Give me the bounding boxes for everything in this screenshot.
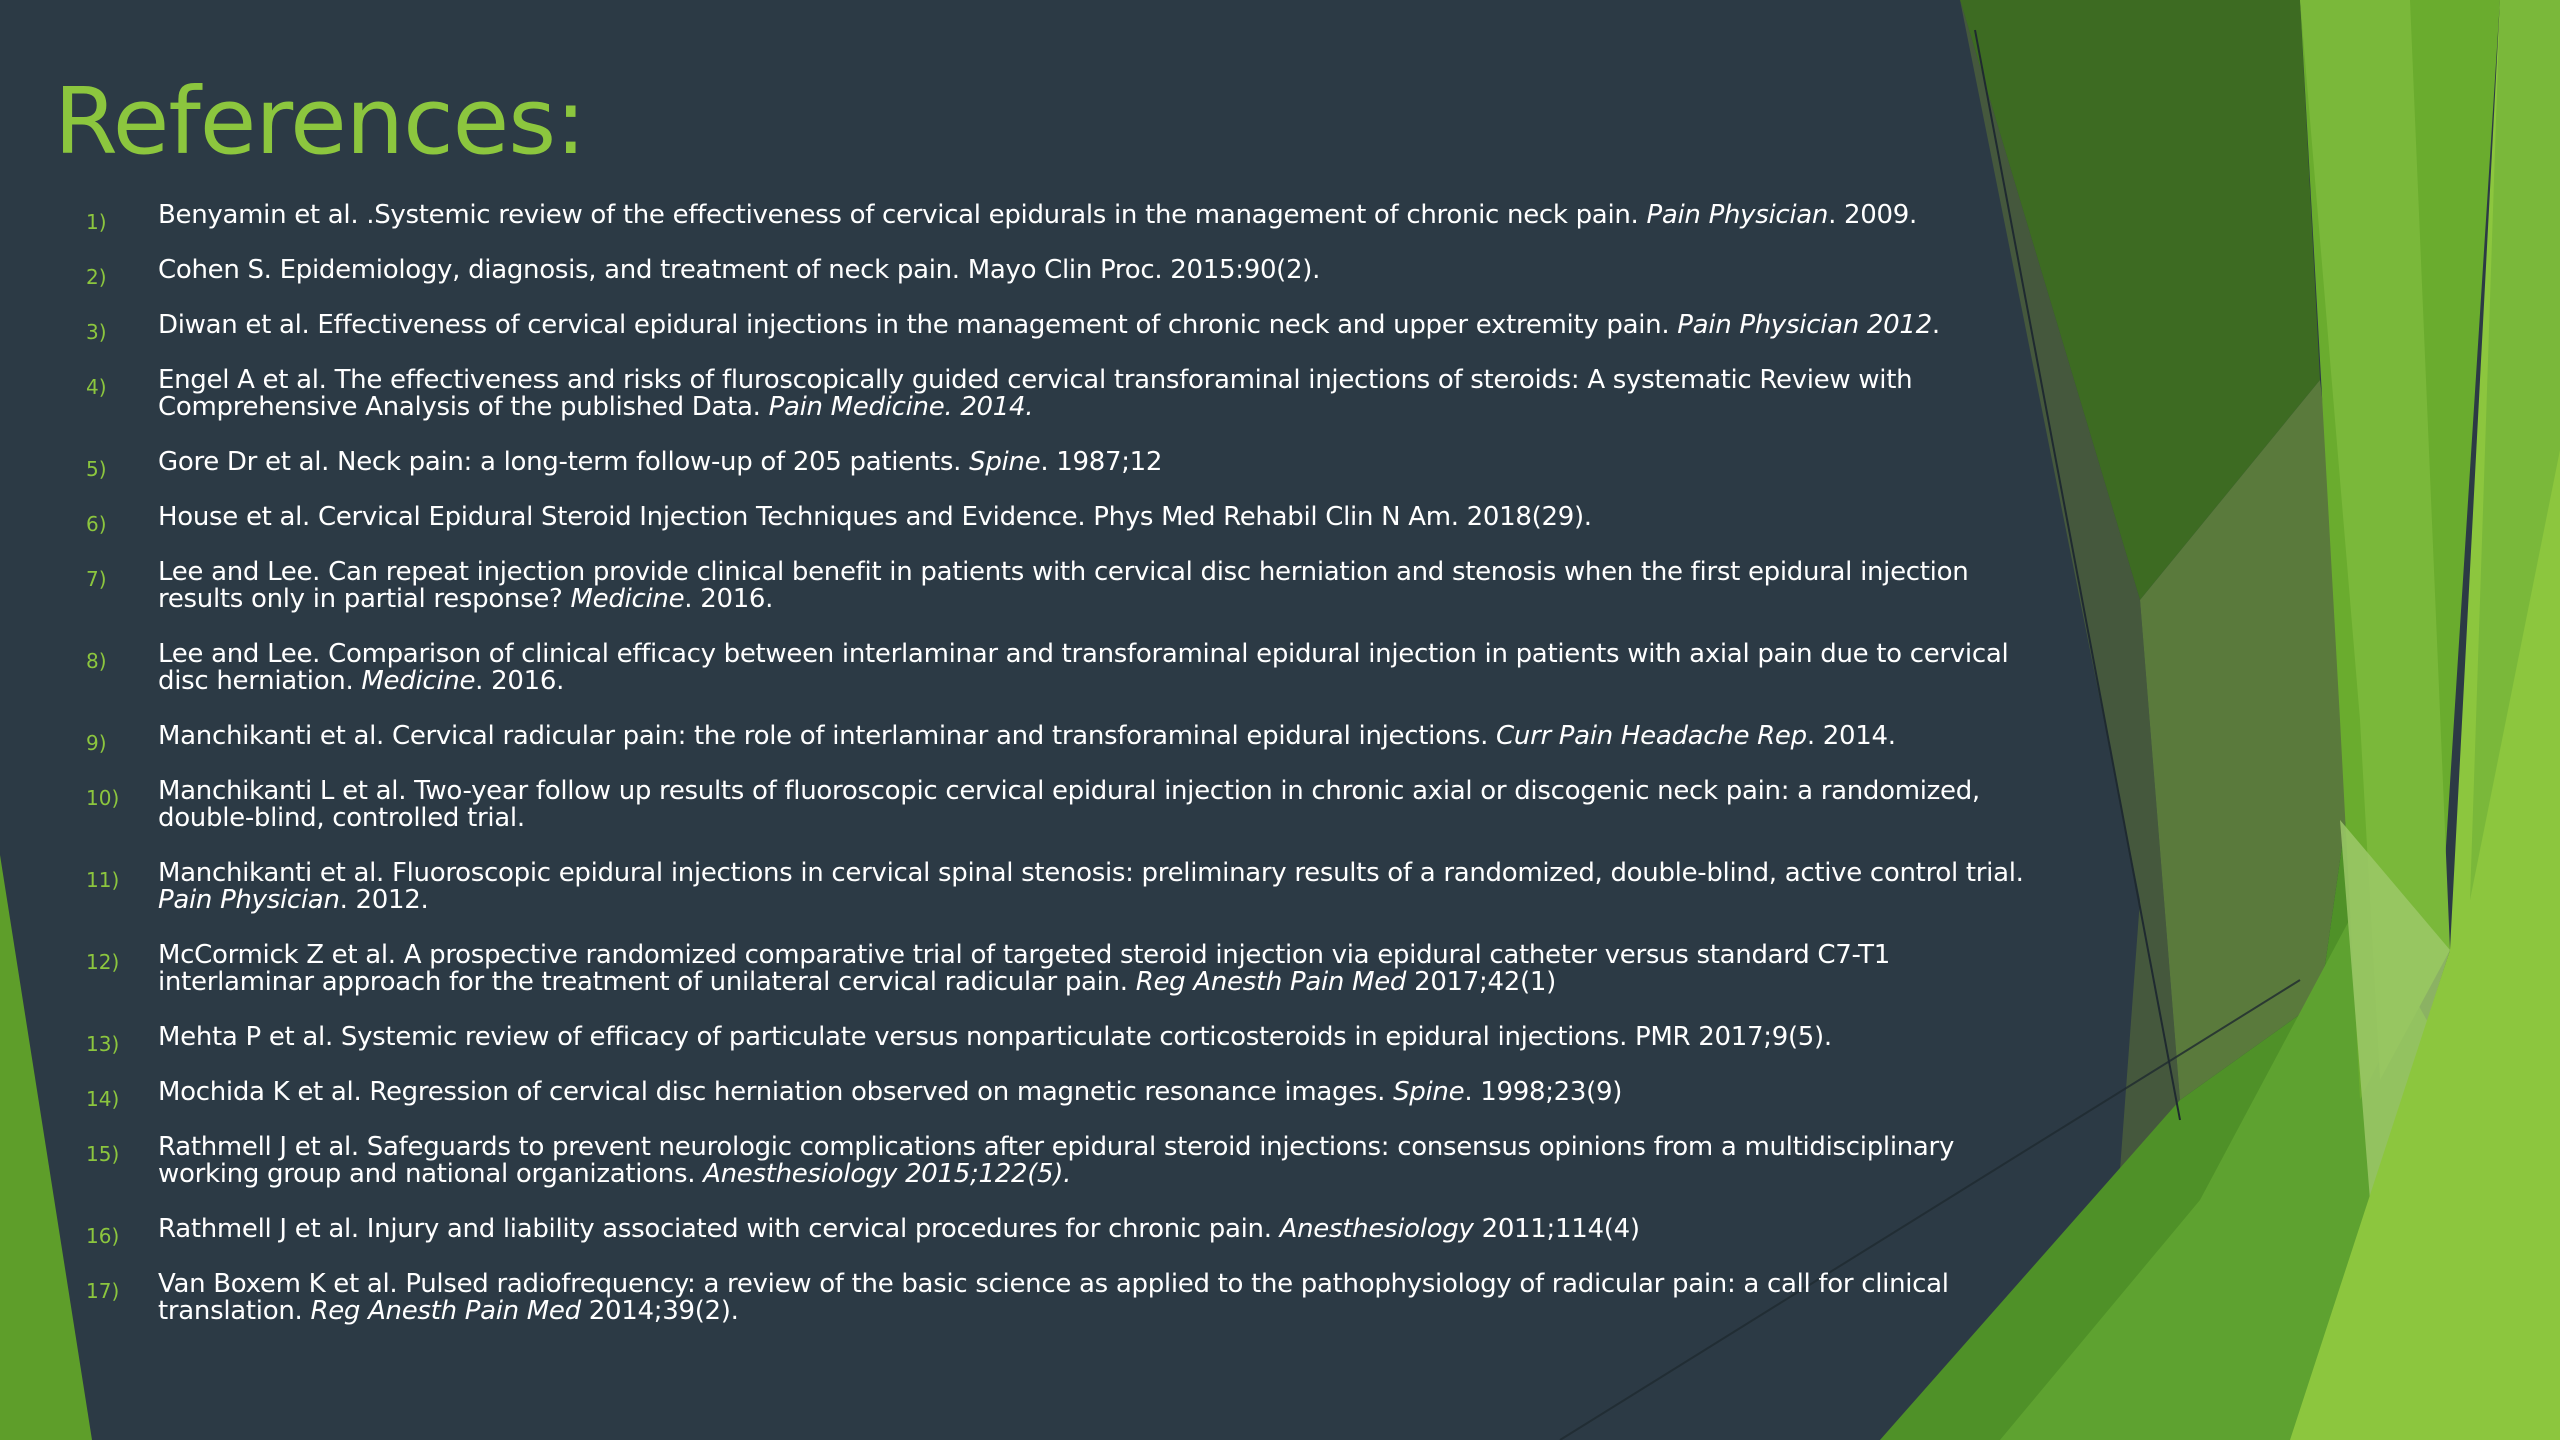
reference-text (158, 367, 2158, 421)
reference-segment: disc herniation. (158, 666, 362, 696)
reference-number: 15) (86, 1142, 120, 1166)
reference-segment: Manchikanti et al. Cervical radicular pain: the role of interlaminar and transforaminal epidural injections. (158, 721, 1497, 751)
reference-number: 12) (86, 950, 120, 974)
reference-line (158, 805, 2158, 832)
reference-line (158, 367, 2158, 394)
reference-journal: Pain Medicine. 2014. (768, 392, 1034, 422)
reference-number: 6) (86, 512, 107, 536)
reference-line (158, 778, 2158, 805)
reference-text (158, 723, 2158, 750)
left-accent-shape (0, 855, 92, 1440)
reference-line (158, 586, 2158, 613)
reference-line (158, 202, 2158, 229)
reference-segment: 2011;114(4) (1473, 1214, 1640, 1244)
reference-line (158, 559, 2158, 586)
reference-text (158, 449, 2158, 476)
reference-segment: interlaminar approach for the treatment of unilateral cervical radicular pain. (158, 967, 1136, 997)
reference-segment: . 2014. (1806, 721, 1896, 751)
reference-line (158, 1134, 2158, 1161)
reference-text (158, 778, 2158, 832)
reference-segment: Manchikanti L et al. Two-year follow up results of fluoroscopic cervical epidural injection in chronic axial or discogenic neck pain: a randomized, (158, 776, 1980, 806)
reference-number: 10) (86, 786, 120, 810)
reference-segment: . 1987;12 (1040, 447, 1163, 477)
reference-text (158, 257, 2158, 284)
reference-journal: Anesthesiology (1279, 1214, 1474, 1244)
reference-segment: Comprehensive Analysis of the published Data. (158, 392, 769, 422)
reference-line (158, 504, 2158, 531)
reference-text (158, 1134, 2158, 1188)
reference-line (158, 1271, 2158, 1298)
reference-segment: Diwan et al. Effectiveness of cervical epidural injections in the management of chronic neck and upper extremity pain. (158, 310, 1678, 340)
reference-journal: Anesthesiology 2015;122(5). (703, 1159, 1072, 1189)
reference-line (158, 1024, 2158, 1051)
page-title: References: (54, 68, 586, 175)
reference-journal: Spine (969, 447, 1041, 477)
reference-number: 1) (86, 210, 107, 234)
reference-number: 8) (86, 649, 107, 673)
reference-journal: Spine (1393, 1077, 1465, 1107)
reference-number: 9) (86, 731, 107, 755)
reference-segment: Manchikanti et al. Fluoroscopic epidural injections in cervical spinal stenosis: preliminary results of a randomized, double-blind, active control trial. (158, 858, 2024, 888)
reference-line (158, 942, 2158, 969)
reference-segment: McCormick Z et al. A prospective randomized comparative trial of targeted steroid injection via epidural catheter versus standard C7-T1 (158, 940, 1891, 970)
reference-text (158, 1079, 2158, 1106)
reference-segment: 2014;39(2). (580, 1296, 739, 1326)
reference-text (158, 312, 2158, 339)
reference-number: 14) (86, 1087, 120, 1111)
reference-line (158, 969, 2158, 996)
reference-line (158, 641, 2158, 668)
reference-journal: Pain Physician (1646, 200, 1829, 230)
reference-segment: Van Boxem K et al. Pulsed radiofrequency: a review of the basic science as applied to the pathophysiology of radicular pain: a call for clinical (158, 1269, 1949, 1299)
reference-text (158, 641, 2158, 695)
reference-line (158, 449, 2158, 476)
reference-segment: Rathmell J et al. Injury and liability associated with cervical procedures for chronic pain. (158, 1214, 1280, 1244)
reference-segment: Cohen S. Epidemiology, diagnosis, and treatment of neck pain. Mayo Clin Proc. 2015:90(2). (158, 255, 1321, 285)
reference-text (158, 559, 2158, 613)
reference-journal: Pain Physician 2012 (1677, 310, 1932, 340)
reference-segment: Engel A et al. The effectiveness and risks of fluroscopically guided cervical transforaminal injections of steroids: A systematic Review with (158, 365, 1913, 395)
reference-segment: translation. (158, 1296, 311, 1326)
reference-journal: Medicine (361, 666, 476, 696)
reference-segment: Gore Dr et al. Neck pain: a long-term follow-up of 205 patients. (158, 447, 970, 477)
reference-segment: . 2009. (1828, 200, 1917, 230)
reference-segment: . 2012. (339, 885, 429, 915)
reference-segment: . 1998;23(9) (1464, 1077, 1623, 1107)
reference-line (158, 668, 2158, 695)
reference-line (158, 257, 2158, 284)
reference-number: 11) (86, 868, 120, 892)
reference-segment: Mochida K et al. Regression of cervical disc herniation observed on magnetic resonance images. (158, 1077, 1394, 1107)
reference-line (158, 394, 2158, 421)
reference-line (158, 1216, 2158, 1243)
reference-text (158, 1024, 2158, 1051)
reference-text (158, 504, 2158, 531)
reference-line (158, 887, 2158, 914)
reference-line (158, 723, 2158, 750)
reference-line (158, 860, 2158, 887)
reference-number: 3) (86, 320, 107, 344)
reference-number: 17) (86, 1279, 120, 1303)
reference-segment: working group and national organizations. (158, 1159, 704, 1189)
reference-journal: Reg Anesth Pain Med (1135, 967, 1407, 997)
reference-number: 13) (86, 1032, 120, 1056)
reference-text (158, 1271, 2158, 1325)
reference-line (158, 1079, 2158, 1106)
reference-segment: Lee and Lee. Can repeat injection provide clinical benefit in patients with cervical disc herniation and stenosis when the first epidural injection (158, 557, 1969, 587)
reference-text (158, 202, 2158, 229)
reference-segment: Lee and Lee. Comparison of clinical efficacy between interlaminar and transforaminal epidural injection in patients with axial pain due to cervical (158, 639, 2009, 669)
reference-text (158, 942, 2158, 996)
reference-segment: House et al. Cervical Epidural Steroid Injection Techniques and Evidence. Phys Med Rehabil Clin N Am. 2018(29). (158, 502, 1592, 532)
reference-segment: 2017;42(1) (1406, 967, 1556, 997)
reference-segment: Rathmell J et al. Safeguards to prevent neurologic complications after epidural steroid injections: consensus opinions from a multidisciplinary (158, 1132, 1955, 1162)
reference-number: 5) (86, 457, 107, 481)
reference-number: 7) (86, 567, 107, 591)
reference-journal: Medicine (570, 584, 685, 614)
reference-segment: Mehta P et al. Systemic review of efficacy of particulate versus nonparticulate corticosteroids in epidural injections. PMR 2017;9(5). (158, 1022, 1832, 1052)
reference-number: 16) (86, 1224, 120, 1248)
reference-line (158, 312, 2158, 339)
reference-line (158, 1161, 2158, 1188)
reference-segment: . 2016. (684, 584, 774, 614)
reference-journal: Reg Anesth Pain Med (310, 1296, 581, 1326)
reference-number: 2) (86, 265, 107, 289)
reference-number: 4) (86, 375, 107, 399)
reference-journal: Curr Pain Headache Rep (1496, 721, 1807, 751)
reference-segment: double-blind, controlled trial. (158, 803, 525, 833)
reference-text (158, 860, 2158, 914)
reference-segment: Benyamin et al. .Systemic review of the effectiveness of cervical epidurals in the management of chronic neck pain. (158, 200, 1647, 230)
reference-text (158, 1216, 2158, 1243)
reference-segment: . (1931, 310, 1940, 340)
reference-journal: Pain Physician (158, 885, 340, 915)
reference-segment: results only in partial response? (158, 584, 571, 614)
reference-line (158, 1298, 2158, 1325)
reference-segment: . 2016. (475, 666, 565, 696)
